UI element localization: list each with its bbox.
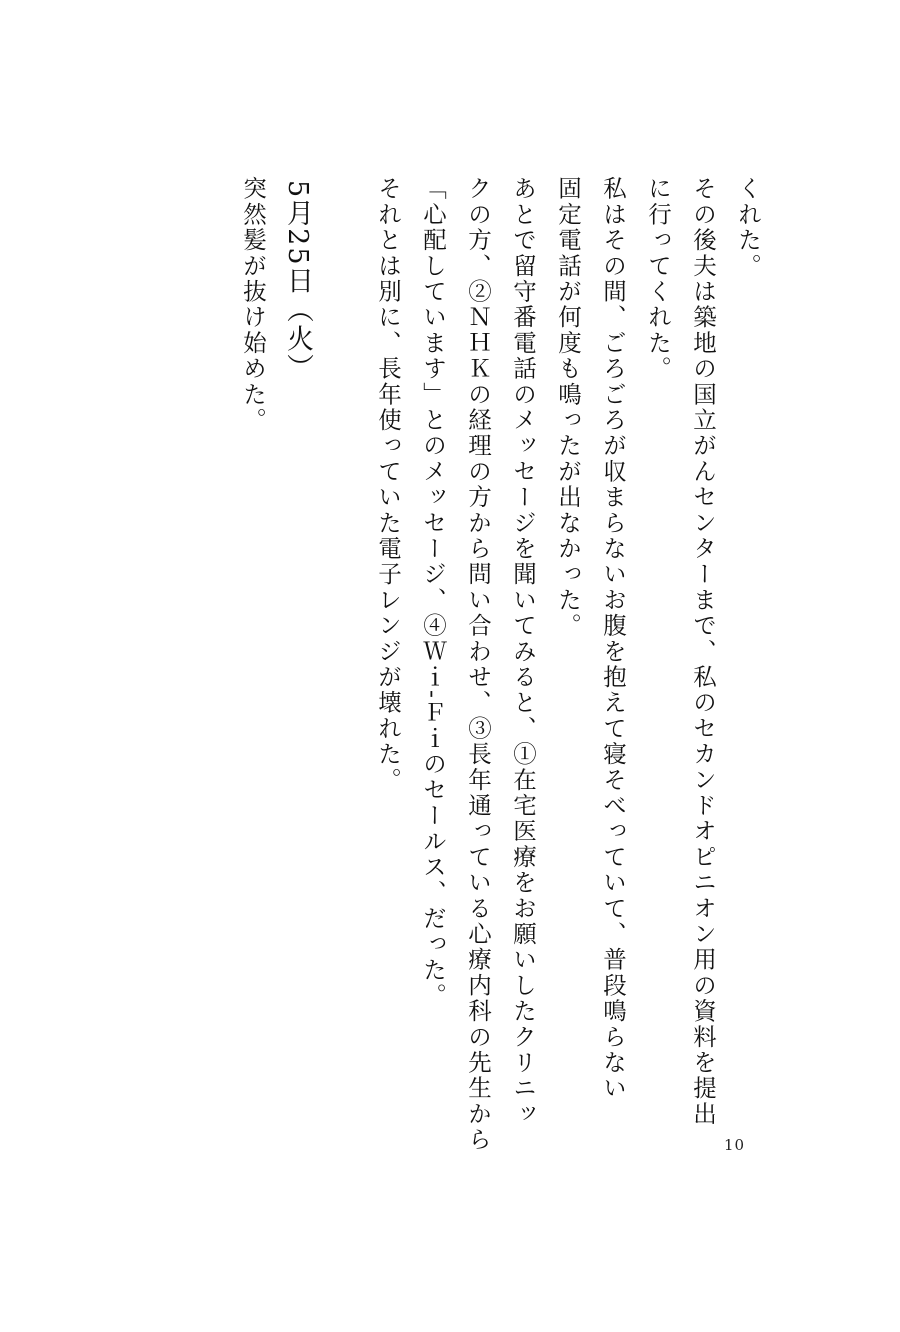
- text-line: 「心配しています」とのメッセージ、④Ｗｉ‐Ｆｉのセールス、だった。: [419, 176, 447, 1009]
- text-line: その後夫は築地の国立がんセンターまで、私のセカンドオピニオン用の資料を提出: [689, 176, 717, 1127]
- text-line: あとで留守番電話のメッセージを聞いてみると、①在宅医療をお願いしたクリニッ: [509, 176, 537, 1127]
- page-number: 10: [724, 1136, 746, 1154]
- text-line: 固定電話が何度も鳴ったが出なかった。: [554, 176, 582, 639]
- text-line: に行ってくれた。: [644, 176, 672, 382]
- date-heading: 5月25日（火）: [282, 180, 313, 383]
- text-line: それとは別に、長年使っていた電子レンジが壊れた。: [374, 176, 402, 793]
- text-line: くれた。: [734, 176, 762, 279]
- blank-line: [320, 176, 365, 1156]
- text-line: クの方、②ＮＨＫの経理の方から問い合わせ、③長年通っている心療内科の先生から: [464, 176, 492, 1153]
- text-line: 突然髪が抜け始めた。: [239, 176, 267, 433]
- text-line: 私はその間、ごろごろが収まらないお腹を抱えて寝そべっていて、普段鳴らない: [599, 176, 627, 1102]
- vertical-text-block: [230, 176, 770, 1156]
